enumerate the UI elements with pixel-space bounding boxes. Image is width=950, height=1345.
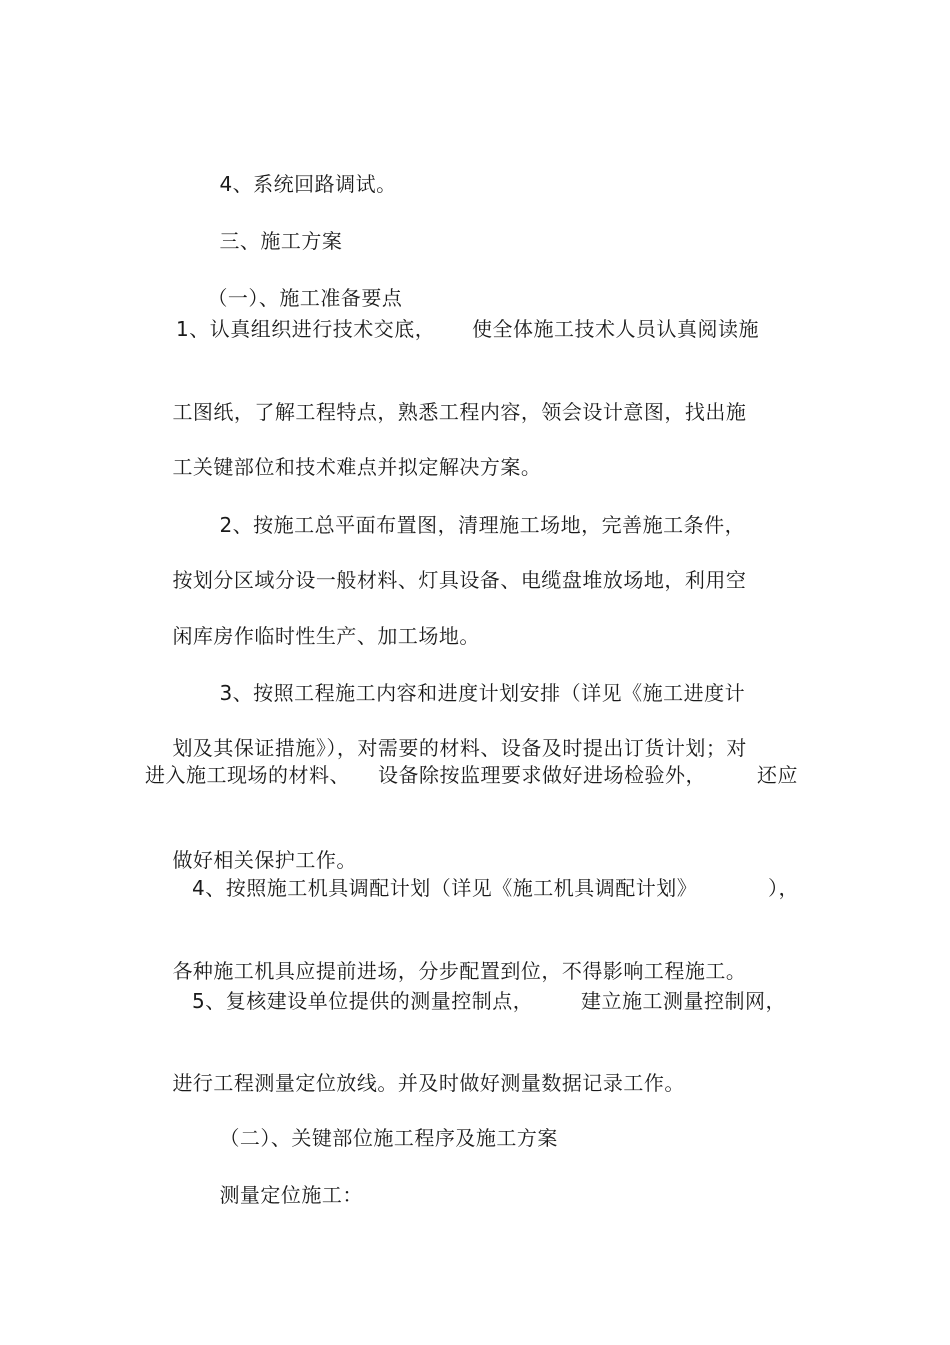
text-segment: 使全体施工技术人员认真阅读施 <box>472 317 759 341</box>
line-text: （一）、施工准备要点 <box>207 286 403 310</box>
line-text: 做好相关保护工作。 <box>172 848 357 872</box>
text-segment: 进入施工现场的材料、 <box>145 763 350 787</box>
line-text: 进行工程测量定位放线。并及时做好测量数据记录工作。 <box>172 1071 685 1095</box>
paragraph-survey-positioning <box>192 1153 363 1237</box>
line-text: 工关键部位和技术难点并拟定解决方案。 <box>172 455 542 479</box>
text-segment: 1、认真组织进行技术交底， <box>176 317 436 341</box>
line-text: 工图纸，了解工程特点，熟悉工程内容，领会设计意图，找出施 <box>172 400 747 424</box>
text-segment: 5、复核建设单位提供的测量控制点， <box>192 989 534 1013</box>
line-text: 各种施工机具应提前进场，分步配置到位，不得影响工程施工。 <box>172 959 747 983</box>
text-segment: 还应 <box>757 763 798 787</box>
paragraph-5-line-1 <box>192 987 797 1015</box>
paragraph-3-line-3 <box>145 761 805 789</box>
line-text: 测量定位施工： <box>219 1183 363 1207</box>
text-segment: 建立施工测量控制网， <box>581 989 786 1013</box>
line-text: 闲库房作临时性生产、加工场地。 <box>172 624 480 648</box>
line-text: 2、按施工总平面布置图，清理施工场地，完善施工条件， <box>219 513 746 537</box>
line-text: （二）、关键部位施工程序及施工方案 <box>219 1126 558 1150</box>
text-segment: 设备除按监理要求做好进场检验外， <box>378 763 706 787</box>
line-text: 划及其保证措施》），对需要的材料、设备及时提出订货计划；对 <box>172 736 747 760</box>
paragraph-1-line-1 <box>176 315 816 343</box>
line-text: 4、系统回路调试。 <box>219 172 397 196</box>
line-text: 3、按照工程施工内容和进度计划安排（详见《施工进度计 <box>219 681 746 705</box>
line-text: 三、施工方案 <box>219 229 343 253</box>
text-segment: 4、按照施工机具调配计划（详见《施工机具调配计划》 <box>192 876 698 900</box>
paragraph-4-line-1 <box>192 874 802 902</box>
line-text: 按划分区域分设一般材料、灯具设备、电缆盘堆放场地，利用空 <box>172 568 747 592</box>
text-segment: ）， <box>768 876 799 900</box>
